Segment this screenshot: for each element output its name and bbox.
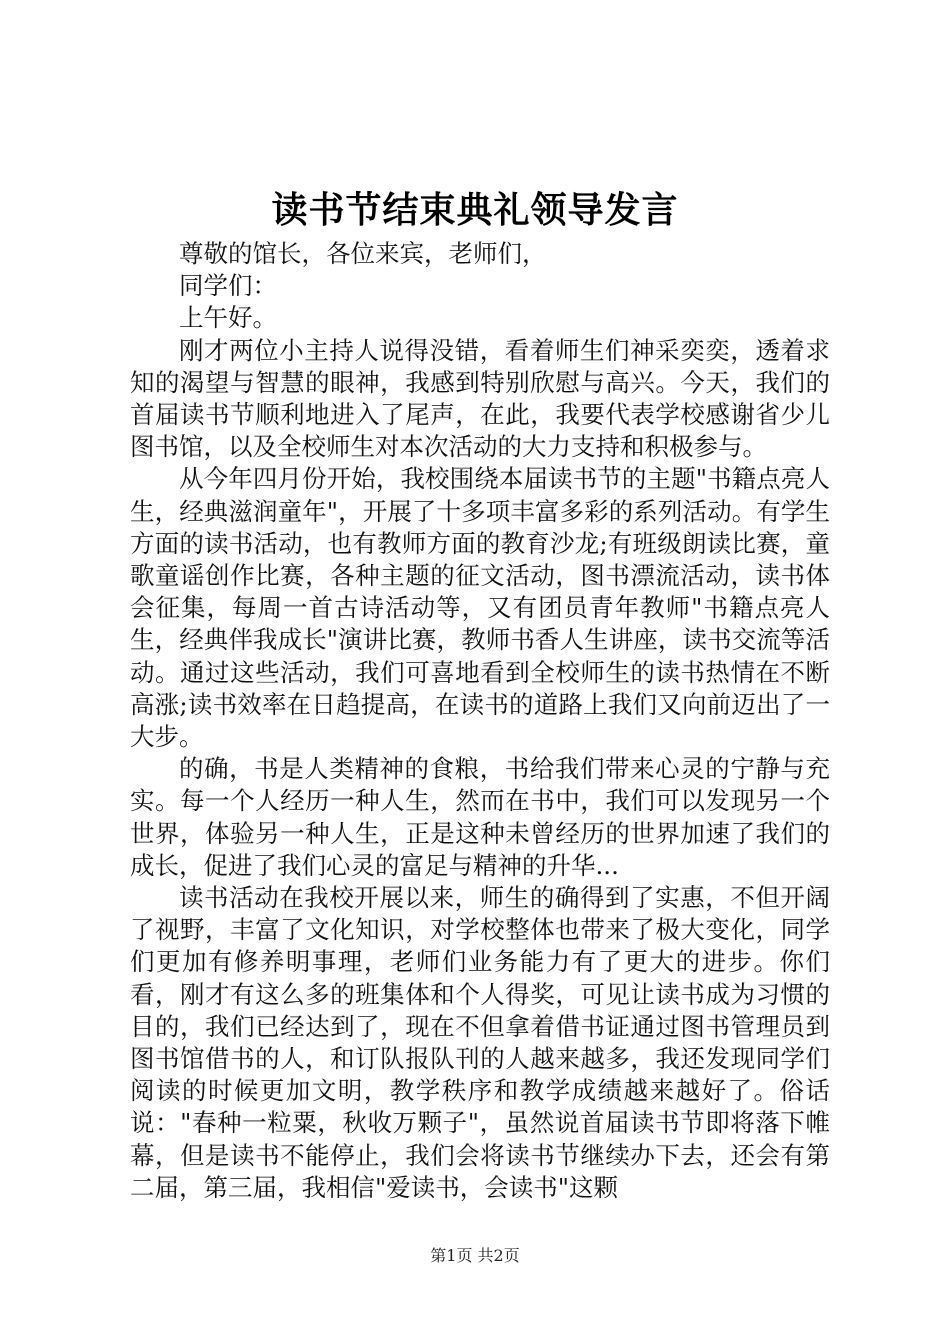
document-title: 读书节结束典礼领导发言: [271, 189, 679, 231]
paragraph-good-morning: 上午好。: [179, 303, 277, 333]
paragraph-activities: 从今年四月份开始，我校围绕本届读书节的主题"书籍点亮人生，经典滋润童年"，开展了十多项丰富多彩的系列活动。有学生方面的读书活动，也有教师方面的教育沙龙;有班级朗读比赛，童歌童谣创作比赛，各种主题的征文活动，图书漂流活动，读书体会征集，每周一首古诗活动等，又有团员青年教师"书籍点亮人生，经典伴我成长"演讲比赛，教师书香人生讲座，读书交流等活动。通过这些活动，我们可喜地看到全校师生的读书热情在不断高涨;读书效率在日趋提高，在读书的道路上我们又向前迈出了一大步。: [130, 464, 830, 752]
document-body: [130, 238, 830, 1204]
paragraph-greeting: 尊敬的馆长，各位来宾，老师们，: [179, 239, 547, 268]
paragraph-greeting-students: 同学们：: [179, 271, 277, 301]
paragraph-thanks: 刚才两位小主持人说得没错，看着师生们神采奕奕，透着求知的渴望与智慧的眼神，我感到特别欣慰与高兴。今天，我们的首届读书节顺利地进入了尾声，在此，我要代表学校感谢省少儿图书馆，以及全校师生对本次活动的大力支持和积极参与。: [130, 335, 830, 462]
paragraph-books-nourishment: 的确，书是人类精神的食粮，书给我们带来心灵的宁静与充实。每一个人经历一种人生，然而在书中，我们可以发现另一个世界，体验另一种人生，正是这种未曾经历的世界加速了我们的成长，促进了我们心灵的富足与精神的升华...: [130, 754, 830, 880]
paragraph-results: 读书活动在我校开展以来，师生的确得到了实惠，不但开阔了视野，丰富了文化知识，对学校整体也带来了极大变化，同学们更加有修养明事理，老师们业务能力有了更大的进步。你们看，刚才有这么多的班集体和个人得奖，可见让读书成为习惯的目的，我们已经达到了，现在不但拿着借书证通过图书管理员到图书馆借书的人，和订队报队刊的人越来越多，我还发现同学们阅读的时候更加文明，教学秩序和教学成绩越来越好了。俗话说："春种一粒粟，秋收万颗子"，虽然说首届读书节即将落下帷幕，但是读书不能停止，我们会将读书节继续办下去，还会有第二届，第三届，我相信"爱读书，会读书"这颗: [130, 883, 830, 1202]
page-number-footer: 第1页 共2页: [430, 1246, 520, 1265]
